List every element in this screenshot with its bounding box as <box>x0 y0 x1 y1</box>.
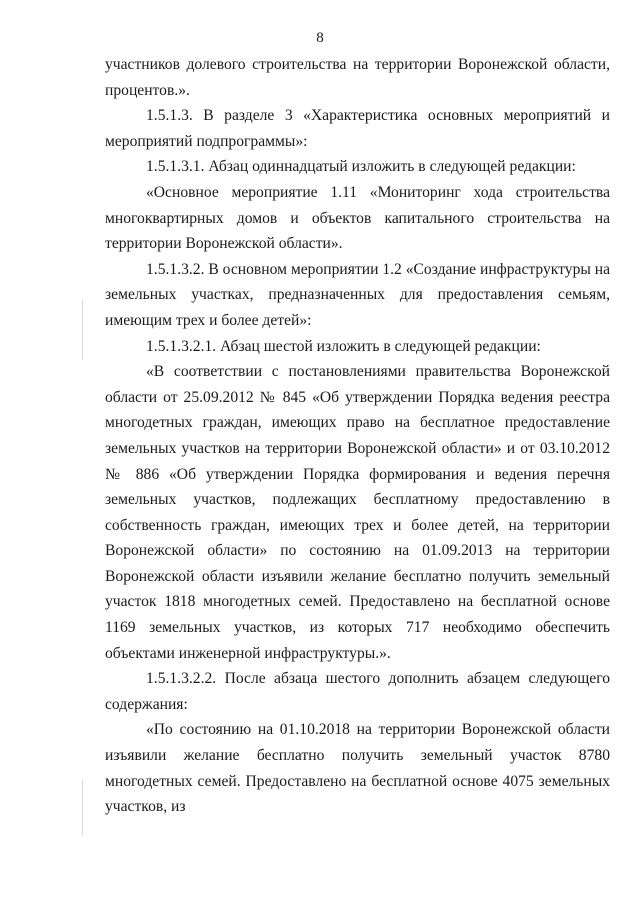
paragraph-section-1-5-1-3-2-2: 1.5.1.3.2.2. После абзаца шестого дополнить абзацем следующего содержания: <box>105 670 610 713</box>
paragraph-section-1-5-1-3-1: 1.5.1.3.1. Абзац одиннадцатый изложить в следующей редакции: <box>146 158 576 176</box>
paragraph-sixth-paragraph-text: «В соответствии с постановлениями правительства Воронежской области от 25.09.2012 № 845 «Об утверждении Порядка ведения реестра многодетных граждан, имеющих право на бесплатное предоставление земельных участков на территории Воронежской области» и от 03.10.2012 № 886 «Об утверждении Порядка формирования и ведения перечня земельных участков, подлежащих бесплатному предоставлению в собственность граждан, имеющих трех и более детей, на территории Воронежской области» по состоянию на 01.09.2013 на территории Воронежской области изъявили желание бесплатно получить земельный участок 1818 многодетных семей. Предоставлено на бесплатной основе 1169 земельных участков, из которых 717 необходимо обеспечить объектами инженерной инфраструктуры.». <box>105 363 610 662</box>
paragraph-main-activity-1-11: «Основное мероприятие 1.11 «Мониторинг хода строительства многоквартирных домов и объектов капитального строительства на территории Воронежской области». <box>105 183 610 253</box>
paragraph-section-1-5-1-3: 1.5.1.3. В разделе 3 «Характеристика основных мероприятий и мероприятий подпрограммы»: <box>105 107 610 150</box>
paragraph-new-text: «По состоянию на 01.10.2018 на территории Воронежской области изъявили желание бесплатно получить земельный участок 8780 многодетных семей. Предоставлено на бесплатной основе 4075 земельных участков, из <box>105 721 610 816</box>
document-body <box>105 52 610 820</box>
paragraph-section-1-5-1-3-2-1: 1.5.1.3.2.1. Абзац шестой изложить в следующей редакции: <box>146 337 541 355</box>
paragraph-continuation: участников долевого строительства на территории Воронежской области, процентов.». <box>105 56 610 99</box>
scan-margin-line <box>82 780 83 835</box>
scan-margin-line <box>82 300 83 360</box>
paragraph-section-1-5-1-3-2: 1.5.1.3.2. В основном мероприятии 1.2 «Создание инфраструктуры на земельных участках, предназначенных для предоставления семьям, имеющим трех и более детей»: <box>105 260 611 329</box>
page-number: 8 <box>316 30 324 46</box>
